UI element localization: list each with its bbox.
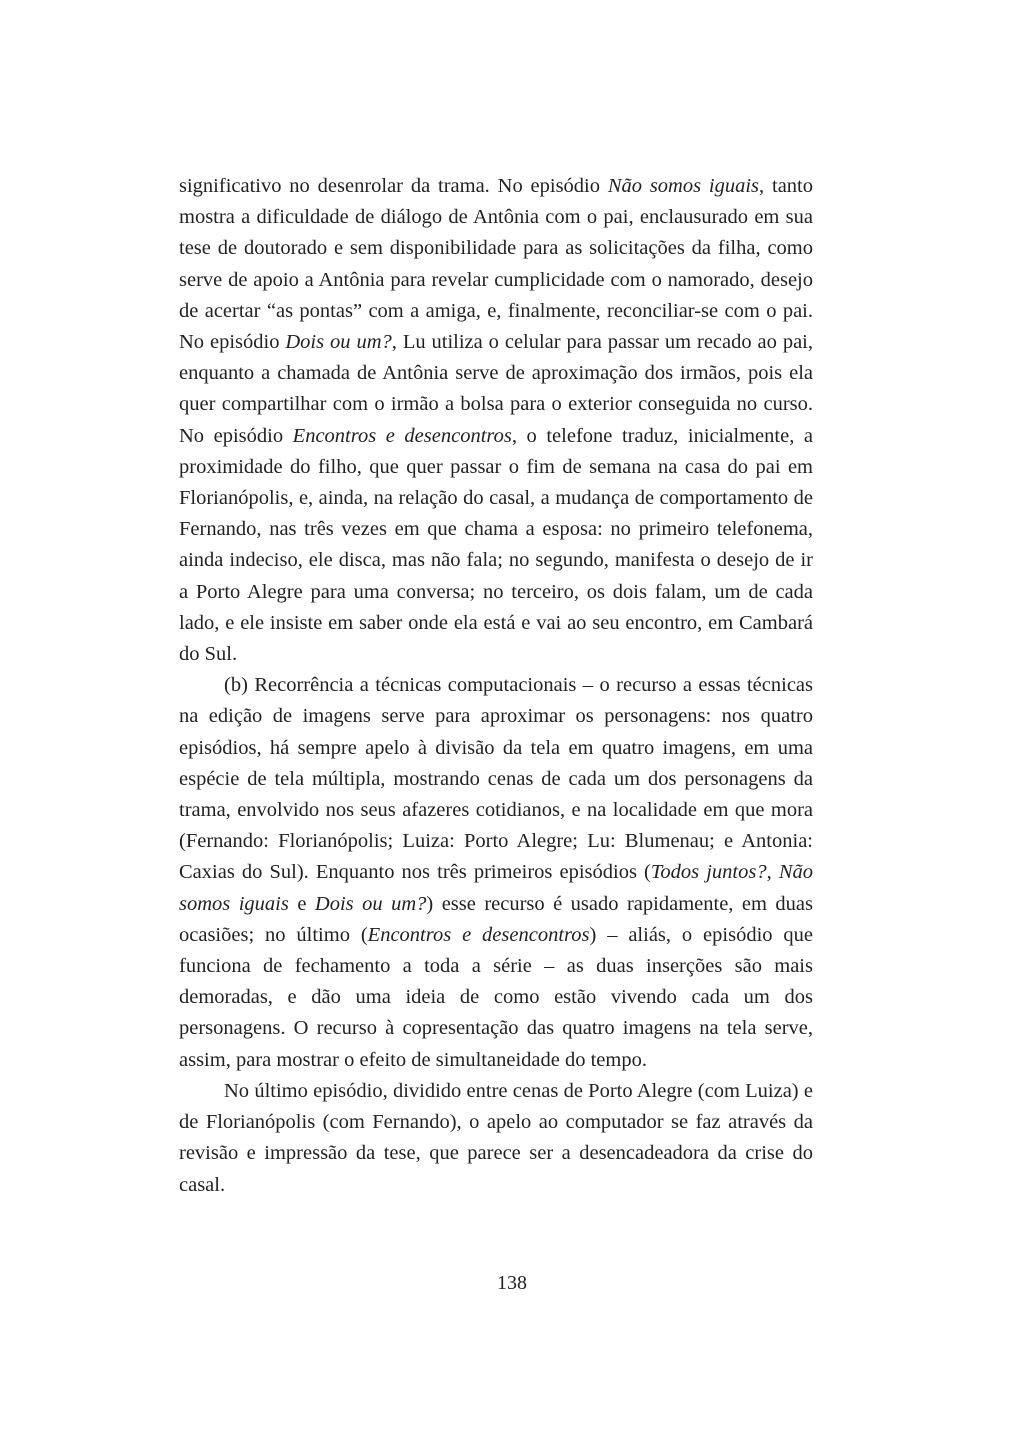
text-run: , o telefone traduz, inicialmente, a proximidade do filho, que quer passar o fim de semana na casa do pai em Florianópolis, e, ainda, na relação do casal, a mudança de comportamento de Fernando, nas três vezes em que chama a esposa: no primeiro telefonema, ainda indeciso, ele disca, mas não fala; no segundo, manifesta o desejo de ir a Porto Alegre para uma conversa; no terceiro, os dois falam, um de cada lado, e ele insiste em saber onde ela está e vai ao seu encontro, em Cambará do Sul. [179, 424, 813, 666]
text-run: ) – aliás, o episódio que funciona de fechamento a toda a série – as duas inserções são mais demoradas, e dão uma ideia de como estão vivendo cada um dos personagens. O recurso à copresentação das quatro imagens na tela serve, assim, para mostrar o efeito de simultaneidade do tempo. [179, 923, 813, 1071]
episode-title: Encontros e desencontros [367, 923, 590, 946]
text-run: , Lu utiliza o celular para passar um recado ao pai, enquanto a chamada de Antônia serve de aproximação dos irmãos, pois ela quer compartilhar com o irmão a bolsa para o exterior conseguida no curso. No episódio [179, 331, 813, 447]
text-run: (b) Recorrência a técnicas computacionais – o recurso a essas técnicas na edição de imagens serve para aproximar os personagens: nos quatro episódios, há sempre apelo à divisão da tela em quatro imagens, em uma espécie de tela múltipla, mostrando cenas de cada um dos personagens da trama, envolvido nos seus afazeres cotidianos, e na localidade em que mora (Fernando: Florianópolis; Luiza: Porto Alegre; Lu: Blumenau; e Antonia: Caxias do Sul). Enquanto nos três primeiros episódios ( [179, 674, 813, 884]
episode-title: Dois ou um? [285, 331, 392, 354]
paragraph-continued [179, 171, 813, 670]
page-number: 138 [497, 1272, 527, 1294]
episode-title: Dois ou um? [314, 892, 427, 915]
paragraph-last-episode [179, 1076, 813, 1201]
episode-title: Encontros e desencontros [292, 424, 512, 447]
text-run: significativo no desenrolar da trama. No episódio [179, 175, 608, 197]
text-run: ) esse recurso é usado rapidamente, em duas ocasiões; no último ( [179, 892, 813, 946]
text-run: No último episódio, dividido entre cenas de Porto Alegre (com Luiza) e de Florianópolis (com Fernando), o apelo ao computador se faz através da revisão e impressão da tese, que parece ser a desencadeadora da crise do casal. [179, 1079, 813, 1196]
text-run: , [766, 861, 779, 884]
episode-title: Não somos iguais [179, 861, 814, 915]
text-run: e [288, 892, 315, 915]
paragraph-computational-techniques [179, 670, 813, 1076]
body-text [179, 171, 813, 1201]
episode-title: Todos juntos? [650, 861, 767, 884]
text-run: , tanto mostra a dificuldade de diálogo de Antônia com o pai, enclausurado em sua tese de doutorado e sem disponibilidade para as solicitações da filha, como serve de apoio a Antônia para revelar cumplicidade com o namorado, desejo de acertar “as pontas” com a amiga, e, finalmente, reconciliar-se com o pai. No episódio [179, 175, 813, 354]
episode-title: Não somos iguais [607, 175, 760, 197]
